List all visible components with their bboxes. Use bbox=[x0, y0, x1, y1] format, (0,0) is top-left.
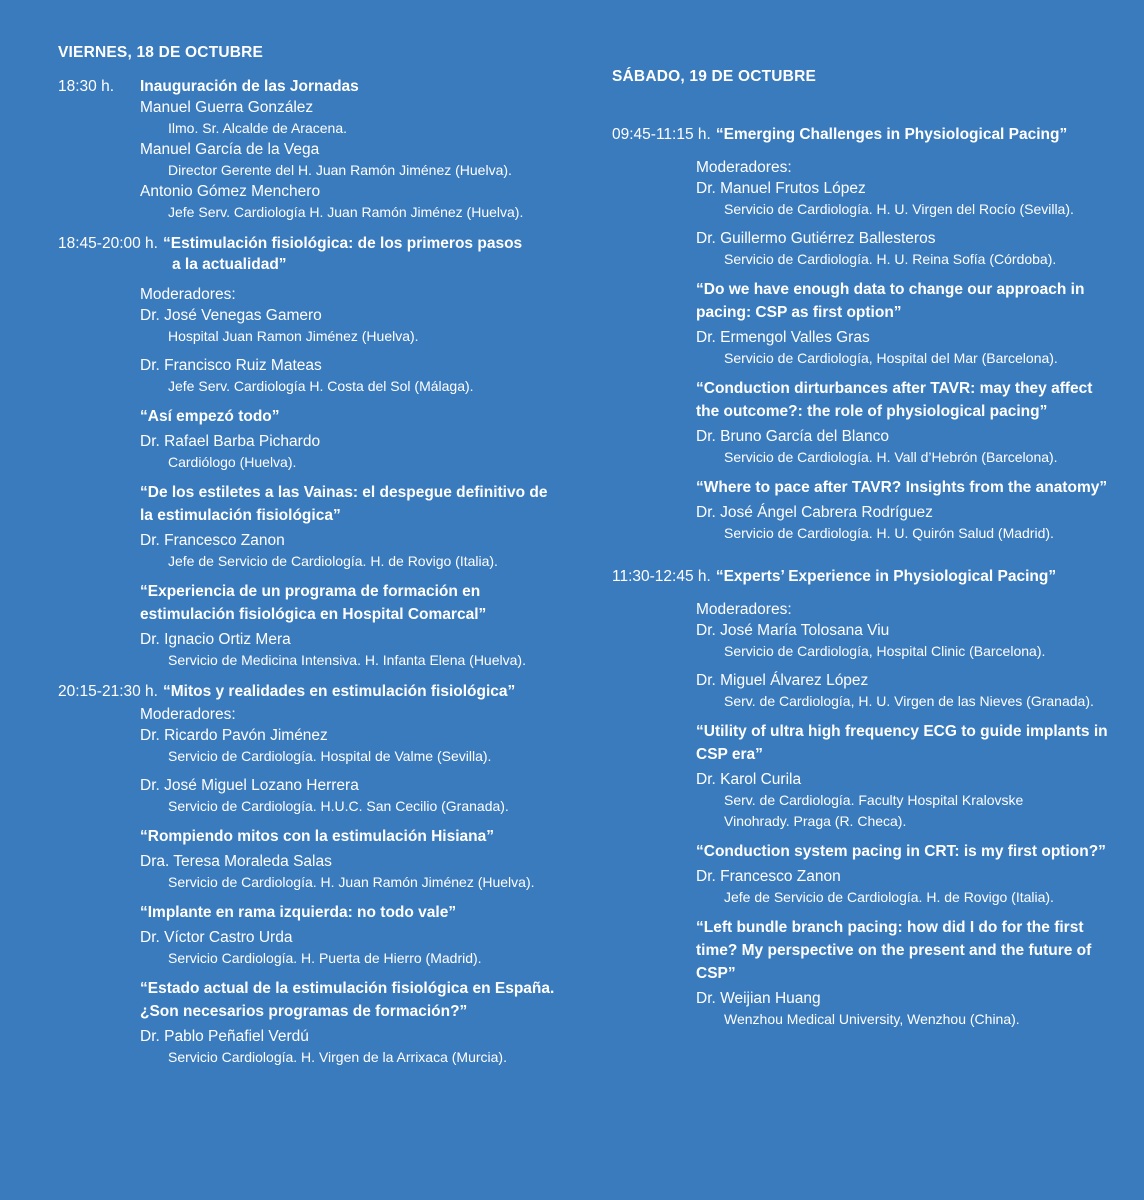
moderators-label: Moderadores: bbox=[140, 286, 236, 303]
speaker-name: Manuel García de la Vega bbox=[140, 141, 320, 158]
speaker-name: Dr. Francesco Zanon bbox=[696, 868, 841, 885]
speaker-name: Dr. Pablo Peñafiel Verdú bbox=[140, 1028, 309, 1045]
session-title bbox=[163, 233, 522, 275]
speaker-name: Dr. José Ángel Cabrera Rodríguez bbox=[696, 504, 933, 521]
speaker-name: Dr. Francesco Zanon bbox=[140, 532, 285, 549]
speaker-affiliation: Servicio de Cardiología. H. U. Quirón Salud (Madrid). bbox=[724, 525, 1054, 541]
moderators-label: Moderadores: bbox=[696, 159, 792, 176]
speaker-affiliation: Servicio Cardiología. H. Virgen de la Arrixaca (Murcia). bbox=[168, 1049, 507, 1065]
moderator bbox=[696, 178, 1112, 220]
moderator-affiliation: Serv. de Cardiología, H. U. Virgen de las Nieves (Granada). bbox=[724, 693, 1094, 709]
moderator-affiliation: Jefe Serv. Cardiología H. Costa del Sol (Málaga). bbox=[168, 378, 474, 394]
speaker-name: Antonio Gómez Menchero bbox=[140, 183, 321, 200]
speaker bbox=[140, 97, 558, 139]
moderator-name: Dr. José Venegas Gamero bbox=[140, 307, 322, 324]
moderator-affiliation: Servicio de Cardiología. H.U.C. San Cecilio (Granada). bbox=[168, 798, 509, 814]
talk bbox=[140, 405, 558, 473]
talk bbox=[140, 825, 558, 893]
speaker-affiliation: Servicio Cardiología. H. Puerta de Hierro (Madrid). bbox=[168, 950, 482, 966]
talk-title: “Rompiendo mitos con la estimulación Hisiana” bbox=[140, 828, 494, 845]
session-header bbox=[612, 566, 1112, 587]
moderator-name: Dr. Guillermo Gutiérrez Ballesteros bbox=[696, 230, 936, 247]
speaker-affiliation: Servicio de Medicina Intensiva. H. Infanta Elena (Huelva). bbox=[168, 652, 526, 668]
talk bbox=[140, 580, 558, 671]
session-inauguration bbox=[58, 76, 558, 223]
day-heading: SÁBADO, 19 DE OCTUBRE bbox=[612, 68, 817, 85]
moderator bbox=[140, 355, 558, 397]
talk-title: “Conduction system pacing in CRT: is my first option?” bbox=[696, 843, 1106, 860]
speaker-name: Dr. Karol Curila bbox=[696, 771, 802, 788]
talk bbox=[140, 481, 558, 572]
speaker-name: Dra. Teresa Moraleda Salas bbox=[140, 853, 332, 870]
speaker-affiliation: Servicio de Cardiología. H. Vall d’Hebrón (Barcelona). bbox=[724, 449, 1058, 465]
session-header bbox=[612, 124, 1112, 145]
session-time: 09:45-11:15 h. bbox=[612, 126, 711, 143]
moderator-affiliation: Servicio de Cardiología, Hospital Clinic (Barcelona). bbox=[724, 643, 1046, 659]
session-time: 20:15-21:30 h. bbox=[58, 683, 158, 700]
talk-title: “Do we have enough data to change our approach in pacing: CSP as first option” bbox=[696, 281, 1085, 321]
speaker-affiliation: Servicio de Cardiología. H. Juan Ramón Jiménez (Huelva). bbox=[168, 874, 535, 890]
talk bbox=[140, 901, 558, 969]
saturday-column bbox=[612, 68, 1112, 1040]
speaker-affiliation: Jefe de Servicio de Cardiología. H. de Rovigo (Italia). bbox=[168, 553, 498, 569]
session-title: “Emerging Challenges in Physiological Pacing” bbox=[715, 126, 1068, 143]
speaker-name: Dr. Bruno García del Blanco bbox=[696, 428, 889, 445]
speaker-affiliation: Cardiólogo (Huelva). bbox=[168, 454, 297, 470]
session-emerging-challenges bbox=[612, 124, 1112, 544]
moderator bbox=[696, 670, 1112, 712]
talk-title: “Where to pace after TAVR? Insights from the anatomy” bbox=[696, 479, 1108, 496]
session-body bbox=[612, 157, 1112, 544]
moderator-name: Dr. José María Tolosana Viu bbox=[696, 622, 890, 639]
session-title: “Mitos y realidades en estimulación fisiológica” bbox=[162, 683, 516, 700]
session-time: 18:45-20:00 h. bbox=[58, 235, 158, 252]
moderators-label: Moderadores: bbox=[696, 601, 792, 618]
session-body bbox=[58, 97, 558, 223]
speaker-affiliation: Director Gerente del H. Juan Ramón Jiménez (Huelva). bbox=[168, 162, 512, 178]
talk-title: “Estado actual de la estimulación fisiológica en España. ¿Son necesarios programas de formación?” bbox=[140, 980, 555, 1020]
speaker-affiliation: Wenzhou Medical University, Wenzhou (China). bbox=[724, 1011, 1020, 1027]
session-body bbox=[612, 599, 1112, 1030]
session-header bbox=[58, 233, 558, 275]
moderator-affiliation: Servicio de Cardiología. Hospital de Valme (Sevilla). bbox=[168, 748, 492, 764]
moderator-name: Dr. Ricardo Pavón Jiménez bbox=[140, 727, 328, 744]
speaker-affiliation: Ilmo. Sr. Alcalde de Aracena. bbox=[168, 120, 347, 136]
speaker-affiliation: Serv. de Cardiología. Faculty Hospital Kralovske Vinohrady. Praga (R. Checa). bbox=[724, 792, 1024, 829]
talk bbox=[696, 720, 1112, 832]
moderator bbox=[140, 775, 558, 817]
friday-column bbox=[58, 44, 558, 1078]
moderator-name: Dr. Miguel Álvarez López bbox=[696, 672, 869, 689]
speaker-name: Dr. Rafael Barba Pichardo bbox=[140, 433, 321, 450]
speaker-affiliation: Jefe Serv. Cardiología H. Juan Ramón Jiménez (Huelva). bbox=[168, 204, 524, 220]
session-title-line: “Estimulación fisiológica: de los primeros pasos bbox=[162, 235, 523, 252]
speaker-name: Dr. Víctor Castro Urda bbox=[140, 929, 293, 946]
talk bbox=[696, 377, 1112, 468]
talk-title: “Conduction dirturbances after TAVR: may they affect the outcome?: the role of physiological pacing” bbox=[696, 380, 1093, 420]
speaker-affiliation: Servicio de Cardiología, Hospital del Mar (Barcelona). bbox=[724, 350, 1058, 366]
moderator-name: Dr. José Miguel Lozano Herrera bbox=[140, 777, 359, 794]
talk bbox=[696, 476, 1112, 544]
session-header bbox=[58, 681, 558, 702]
speaker bbox=[140, 139, 558, 181]
session-estimulacion bbox=[58, 233, 558, 671]
talk-title: “Así empezó todo” bbox=[140, 408, 280, 425]
session-experts-experience bbox=[612, 566, 1112, 1030]
talk bbox=[696, 840, 1112, 908]
moderator-affiliation: Hospital Juan Ramon Jiménez (Huelva). bbox=[168, 328, 419, 344]
talk-title: “Experiencia de un programa de formación en estimulación fisiológica en Hospital Comarcal” bbox=[140, 583, 487, 623]
moderators-label: Moderadores: bbox=[140, 706, 236, 723]
session-time: 11:30-12:45 h. bbox=[612, 568, 711, 585]
session-title: “Experts’ Experience in Physiological Pacing” bbox=[715, 568, 1057, 585]
speaker-name: Dr. Weijian Huang bbox=[696, 990, 821, 1007]
session-header bbox=[58, 76, 558, 97]
speaker-affiliation: Jefe de Servicio de Cardiología. H. de Rovigo (Italia). bbox=[724, 889, 1054, 905]
talk bbox=[696, 916, 1112, 1030]
moderator bbox=[140, 725, 558, 767]
moderator bbox=[696, 228, 1112, 270]
speaker-name: Manuel Guerra González bbox=[140, 99, 314, 116]
moderator bbox=[140, 305, 558, 347]
session-body bbox=[58, 704, 558, 1068]
talk-title: “Implante en rama izquierda: no todo vale” bbox=[140, 904, 457, 921]
speaker-name: Dr. Ignacio Ortiz Mera bbox=[140, 631, 291, 648]
session-time: 18:30 h. bbox=[58, 78, 115, 95]
session-title-line: a la actualidad” bbox=[171, 256, 287, 273]
speaker bbox=[140, 181, 558, 223]
moderator-affiliation: Servicio de Cardiología. H. U. Reina Sofía (Córdoba). bbox=[724, 251, 1057, 267]
talk-title: “Left bundle branch pacing: how did I do for the first time? My perspective on the present and the future of CSP” bbox=[696, 919, 1092, 982]
talk-title: “Utility of ultra high frequency ECG to guide implants in CSP era” bbox=[696, 723, 1108, 763]
moderator-affiliation: Servicio de Cardiología. H. U. Virgen del Rocío (Sevilla). bbox=[724, 201, 1074, 217]
session-title: Inauguración de las Jornadas bbox=[140, 78, 359, 95]
moderator-name: Dr. Manuel Frutos López bbox=[696, 180, 866, 197]
talk bbox=[140, 977, 558, 1068]
session-body bbox=[58, 284, 558, 671]
day-heading: VIERNES, 18 DE OCTUBRE bbox=[58, 44, 264, 61]
talk bbox=[696, 278, 1112, 369]
session-mitos bbox=[58, 681, 558, 1068]
moderator bbox=[696, 620, 1112, 662]
talk-title: “De los estiletes a las Vainas: el despegue definitivo de la estimulación fisiológica” bbox=[140, 484, 548, 524]
moderator-name: Dr. Francisco Ruiz Mateas bbox=[140, 357, 322, 374]
speaker-name: Dr. Ermengol Valles Gras bbox=[696, 329, 870, 346]
